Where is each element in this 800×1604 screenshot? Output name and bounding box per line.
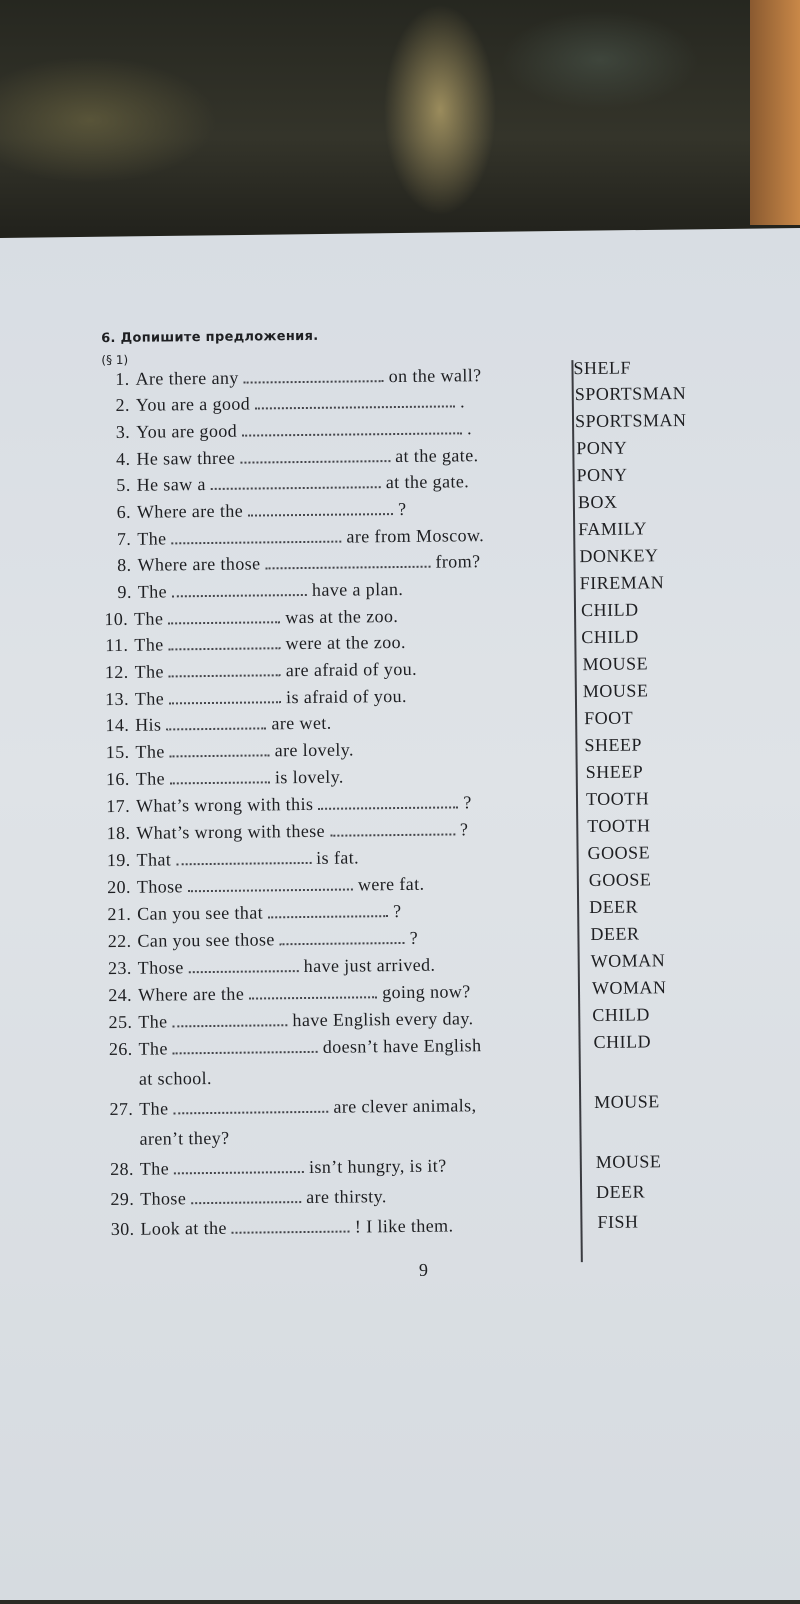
sentence-start: The [138,1011,168,1032]
exercise-number: 18. [106,822,131,844]
answer-word: FISH [597,1211,639,1232]
exercise-line [100,1156,447,1181]
exercise-number: 24. [108,984,133,1006]
answer-word: SPORTSMAN [574,409,687,432]
exercise-line [97,525,484,550]
exercise-line [97,471,470,496]
exercise-line [95,686,407,710]
answer-word: CHILD [592,1004,650,1025]
section-reference: (§ 1) [101,352,129,368]
exercise-line [94,632,406,656]
exercise-number: 28. [110,1158,134,1180]
answer-word: DEER [596,1181,646,1202]
answer-word: PONY [576,464,628,486]
sentence-start: The [133,608,164,629]
exercise-number: 29. [110,1188,135,1210]
exercise-line [98,955,436,980]
sentence-start: The [138,1038,168,1059]
exercise-line [96,792,472,817]
fill-in-blank [174,1169,304,1174]
fill-in-blank [176,860,311,865]
answer-word: GOOSE [588,869,652,891]
sentence-start: The [139,1158,170,1179]
page-number: 9 [418,1259,429,1280]
sentence-end: ? [397,498,407,520]
sentence-start: The [135,741,165,762]
sentence-end: on the wall? [388,365,482,387]
answer-word: FAMILY [578,518,648,540]
answer-word: SHEEP [585,761,644,783]
fill-in-blank [232,1229,350,1234]
sentence-end: are lovely. [274,739,354,761]
answer-word: TOOTH [587,815,651,837]
exercise-number: 12. [104,661,129,683]
answer-word: PONY [576,437,628,459]
exercise-heading: 6. Допишите предложения. [101,328,319,347]
exercise-number: 14. [105,714,130,736]
fill-in-blank [265,564,430,570]
sentence-end: are thirsty. [306,1186,387,1208]
sentence-start: Are there any [135,367,239,389]
exercise-number: 23. [107,957,132,979]
exercise-line [99,1095,476,1120]
fill-in-blank [173,1049,318,1055]
fill-in-blank [318,804,458,809]
fill-in-blank [244,378,384,383]
sentence-end: are clever animals, [333,1095,477,1117]
answer-word: CHILD [593,1031,652,1052]
exercise-number: 5. [116,474,131,495]
sentence-start: The [137,581,168,602]
answer-word: SHELF [573,357,632,379]
exercise-line [97,551,480,576]
sentence-start: You are a good [135,393,251,415]
exercise-line [98,579,404,603]
sentence-start: He saw three [136,447,236,469]
fill-in-blank [170,752,270,757]
fill-in-blank [172,592,307,597]
answer-word: FIREMAN [579,572,665,594]
sentence-start: That [136,849,172,870]
exercise-number: 6. [116,501,132,522]
answer-word: CHILD [581,626,639,648]
sentence-end: are afraid of you. [285,658,418,681]
exercise-number: 2. [115,394,130,415]
fill-in-blank [169,699,281,704]
exercise-line [96,767,344,791]
fill-in-blank [240,458,390,464]
exercise-number: 13. [105,688,130,710]
sentence-end: at the gate. [385,471,470,493]
exercise-number: 11. [105,634,129,656]
sentence-end: at the gate. [395,445,479,467]
sentence-end: were fat. [357,873,425,895]
fill-in-blank [170,779,270,784]
sentence-start: Where are those [137,553,261,575]
fill-in-blank [173,1109,328,1115]
exercise-number: 4. [115,448,131,469]
exercise-line [97,847,360,871]
answer-word: MOUSE [595,1151,662,1172]
sentence-end: ? [392,900,402,922]
answer-word: DEER [590,923,640,945]
sentence-start: The [134,688,165,709]
exercise-line [94,606,398,630]
fill-in-blank [168,619,280,624]
sentence-continuation: at school. [138,1067,213,1089]
sentence-end: . [459,391,466,412]
exercise-number: 25. [108,1011,133,1033]
sentence-end: doesn’t have English [322,1035,482,1057]
fill-in-blank [189,968,299,973]
sentence-end: ? [463,792,472,813]
exercise-number: 27. [109,1098,134,1120]
fill-in-blank [280,940,405,945]
sentence-end: ? [409,927,419,948]
answer-word: DEER [589,896,639,918]
exercise-number: 22. [107,930,132,952]
fill-in-blank [169,672,281,677]
sentence-end: ! I like them. [354,1215,454,1237]
fill-in-blank [173,1022,288,1027]
fill-in-blank [249,994,377,999]
sentence-start: Look at the [140,1217,227,1239]
exercise-number: 20. [107,876,131,898]
exercise-number: 17. [106,795,131,817]
fill-in-blank [191,1199,301,1204]
exercise-number: 16. [105,768,130,790]
exercise-number: 7. [116,528,132,549]
sentence-start: Those [136,876,183,897]
exercise-number: 10. [104,608,129,630]
exercise-line [96,391,465,416]
answer-word: MOUSE [582,653,649,675]
answer-word: FOOT [584,707,634,729]
answer-word: TOOTH [585,788,650,810]
fill-in-blank [330,831,455,836]
exercise-line [97,928,418,952]
answer-word: SHEEP [584,734,643,756]
sentence-end: is lovely. [274,766,344,788]
exercise-number: 19. [106,849,131,871]
exercise-number: 9. [117,581,132,602]
answer-word: CHILD [580,599,639,621]
sentence-start: His [135,714,162,735]
sentence-end: ? [459,819,469,840]
exercise-line [96,819,468,844]
exercise-number: 8. [117,554,132,575]
fill-in-blank [188,886,353,892]
sentence-end: have just arrived. [303,954,436,977]
sentence-end: going now? [382,981,471,1003]
sentence-end: have a plan. [311,578,404,600]
exercise-line [95,365,481,390]
sentence-start: You are good [136,420,238,442]
sentence-end: isn’t hungry, is it? [308,1155,447,1177]
exercise-line [100,1215,453,1240]
sentence-start: What’s wrong with this [135,793,314,816]
fill-in-blank [171,539,341,545]
sentence-end: have English every day. [292,1008,474,1031]
fill-in-blank [255,403,455,409]
fill-in-blank [211,484,381,490]
answer-word: MOUSE [594,1091,660,1112]
answer-word: GOOSE [587,842,651,864]
exercise-line [96,445,478,470]
sentence-end: is fat. [316,847,360,868]
exercise-line [95,659,418,683]
sentence-end: from? [435,551,481,572]
sentence-start: The [134,634,164,655]
sentence-start: The [135,768,166,789]
exercise-line [96,418,472,443]
exercise-line [97,874,425,898]
sentence-start: Can you see that [137,902,264,924]
sentence-start: Those [137,957,184,978]
exercise-line [95,739,354,763]
exercise-number: 26. [108,1038,133,1060]
exercise-number: 30. [110,1218,135,1240]
sentence-end: is afraid of you. [285,685,407,708]
exercise-line [97,901,401,925]
sentence-start: Where are the [136,500,244,522]
answer-word: MOUSE [582,680,649,702]
exercise-line [100,1186,387,1210]
answer-word: BOX [577,491,618,513]
exercise-line [95,713,332,736]
sentence-start: Where are the [137,983,245,1005]
sentence-end: . [466,418,473,439]
fill-in-blank [169,645,281,650]
exercise-number: 15. [105,741,130,763]
answer-word: SPORTSMAN [574,382,687,405]
sentence-start: The [134,661,164,682]
sentence-start: The [137,528,167,549]
sentence-start: He saw a [136,474,206,495]
sentence-end: were at the zoo. [285,631,406,654]
exercise-number: 1. [115,368,130,389]
sentence-start: Can you see those [137,929,275,951]
sentence-end: are wet. [271,712,332,734]
exercise-line [98,1035,481,1060]
sentence-start: Those [140,1188,187,1209]
exercise-line [97,499,407,523]
exercise-line [98,1008,473,1033]
exercise-line [98,981,471,1006]
sentence-start: The [139,1098,169,1119]
sentence-start: What’s wrong with these [136,820,326,843]
answer-word: WOMAN [590,950,666,972]
fill-in-blank [268,913,388,918]
exercise-number: 3. [115,421,131,442]
sentence-end: was at the zoo. [285,606,399,628]
answer-word: DONKEY [579,545,659,567]
answer-word: WOMAN [591,977,667,998]
sentence-end: are from Moscow. [346,525,485,547]
fill-in-blank [242,430,462,436]
fill-in-blank [166,725,266,730]
fill-in-blank [248,511,393,517]
sentence-continuation: aren’t they? [139,1127,230,1149]
exercise-number: 21. [107,903,132,925]
